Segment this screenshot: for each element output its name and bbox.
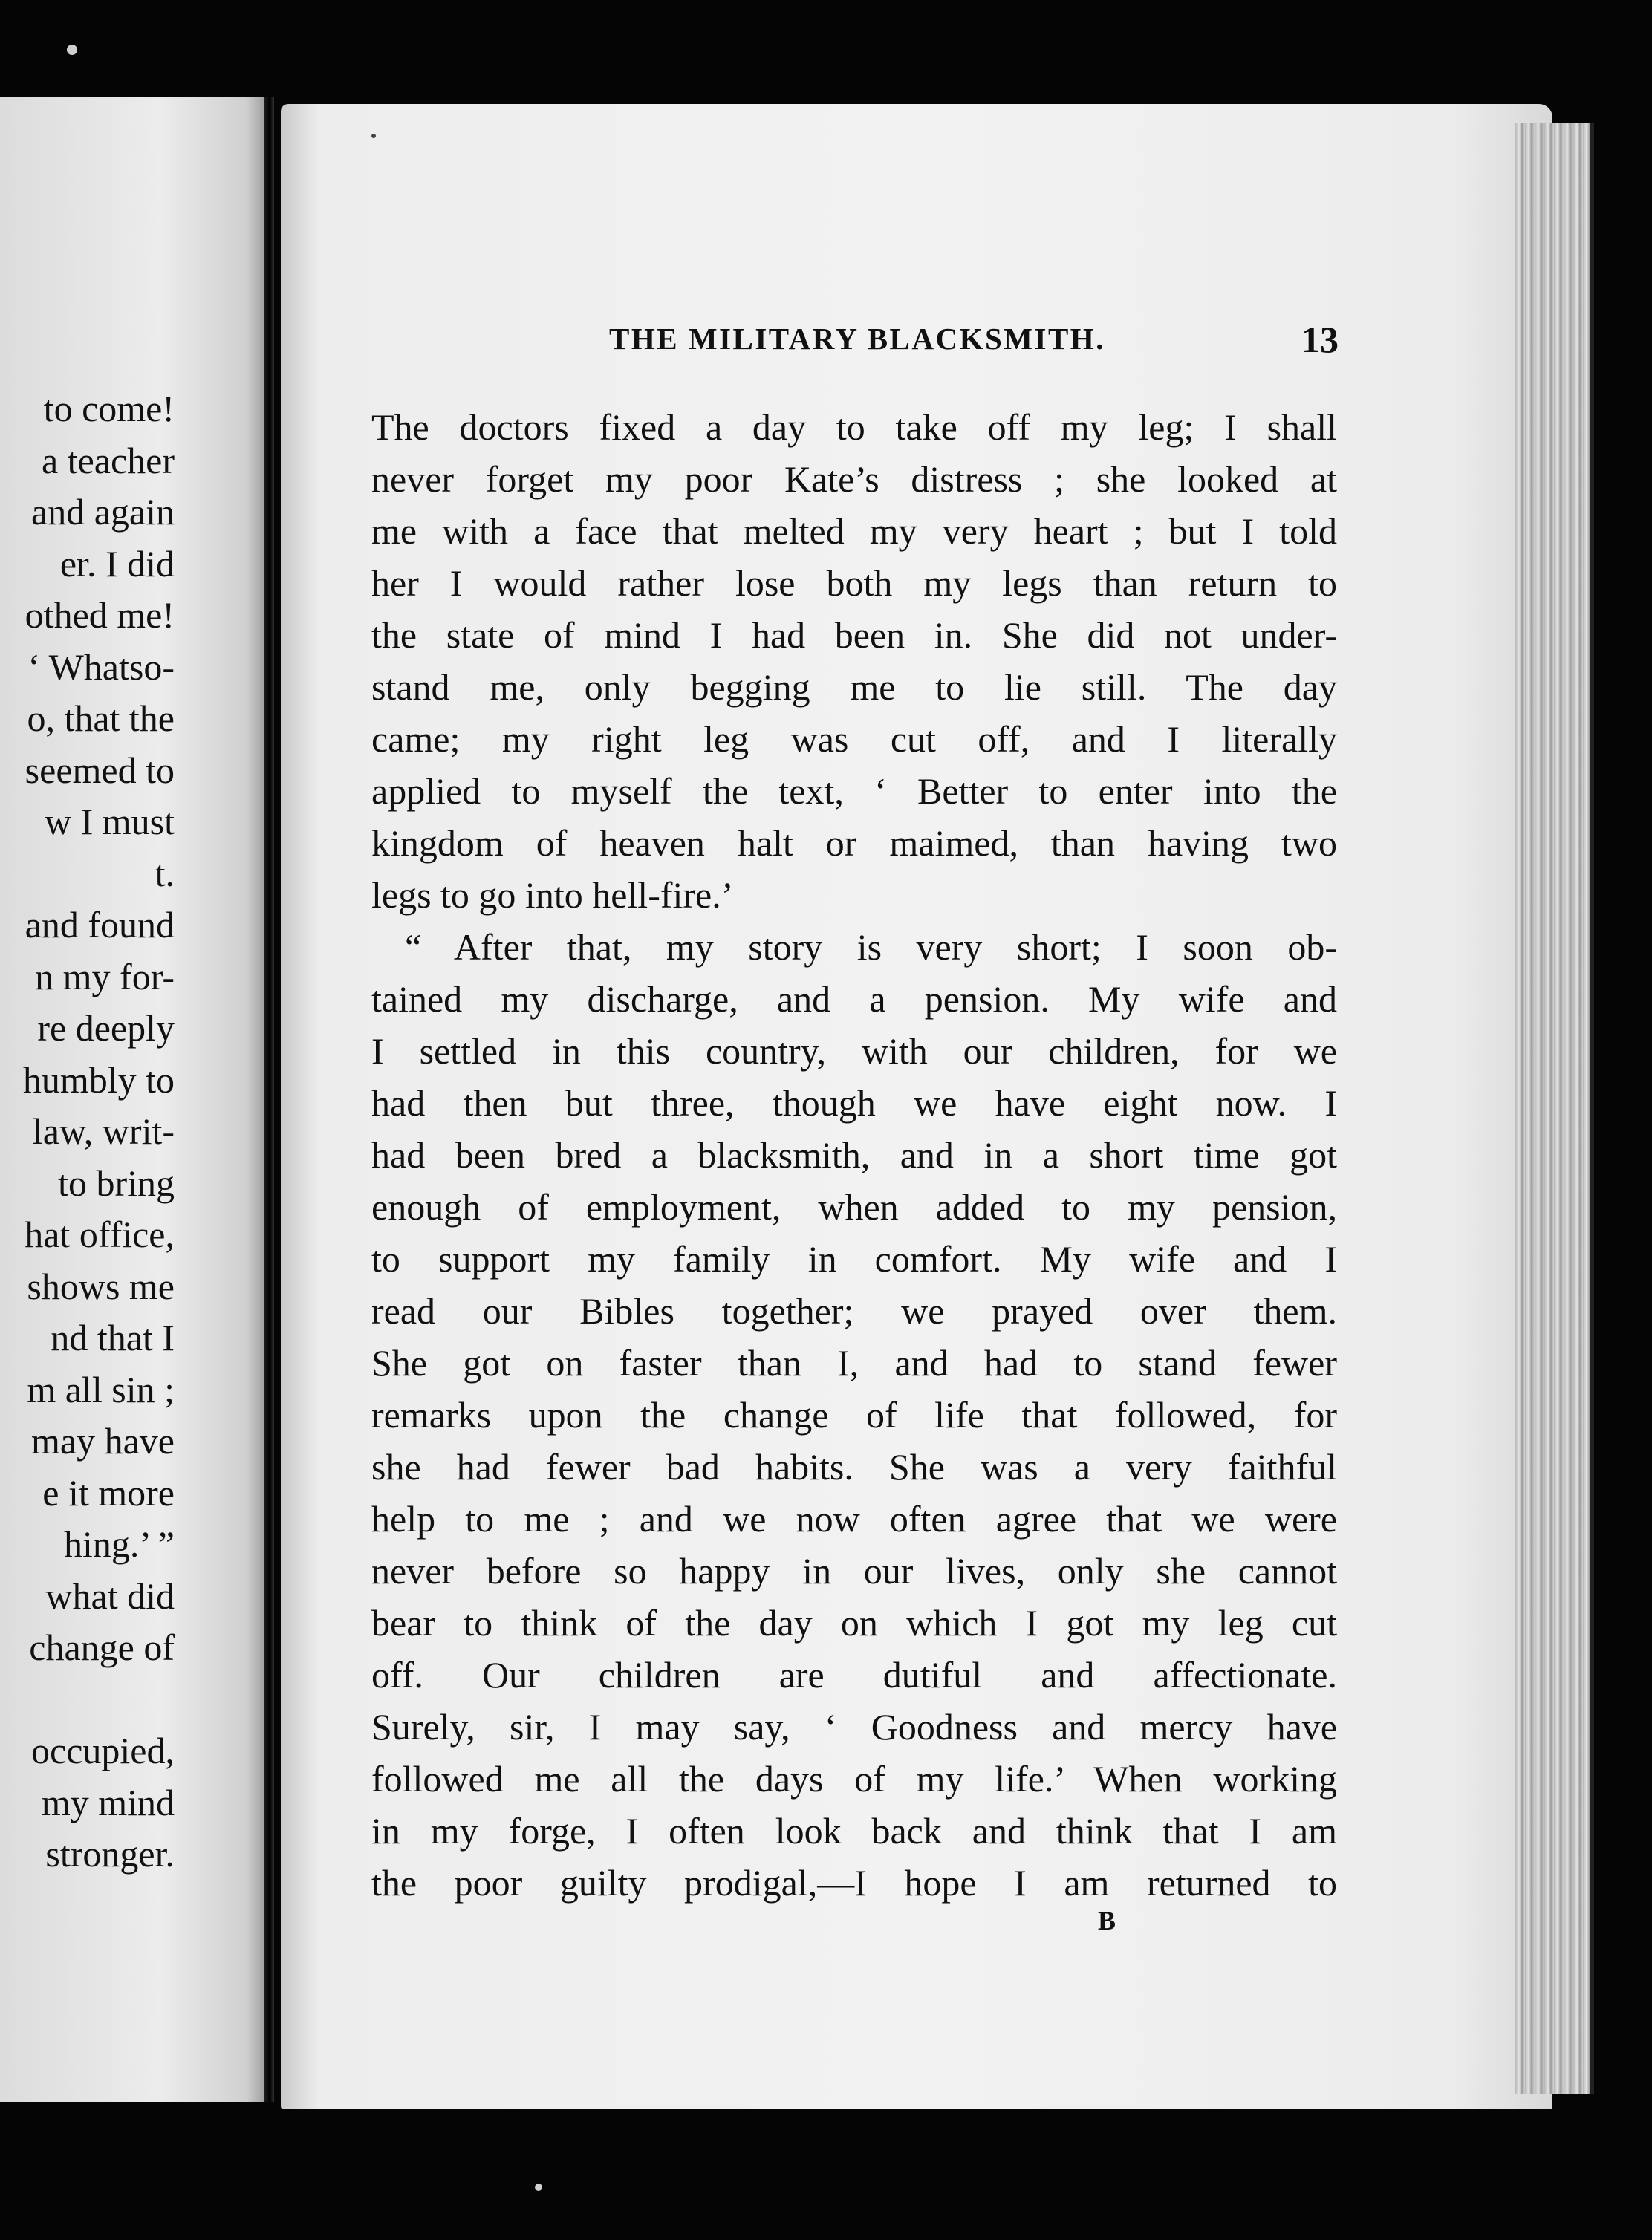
body-line: applied to myself the text, ‘ Better to enter into the: [371, 770, 1337, 812]
body-line: to support my family in comfort. My wife and I: [371, 1238, 1337, 1280]
body-line: had then but three, though we have eight now. I: [371, 1082, 1337, 1124]
left-page-line: change of: [29, 1627, 175, 1668]
body-line: followed me all the days of my life.’ When working: [371, 1758, 1337, 1800]
body-line: stand me, only begging me to lie still. The day: [371, 666, 1337, 708]
body-line: the poor guilty prodigal,—I hope I am returned to: [371, 1862, 1337, 1904]
signature-mark: B: [1098, 1906, 1116, 1935]
book-gutter: [264, 97, 274, 2102]
left-page-line: humbly to: [22, 1058, 175, 1101]
left-page-line: hing.’ ”: [63, 1523, 175, 1565]
body-line: help to me ; and we now often agree that we were: [371, 1498, 1337, 1540]
body-line: legs to go into hell-fire.’: [371, 874, 734, 916]
left-page-line: what did: [45, 1575, 175, 1617]
left-page-line: may have: [31, 1420, 175, 1462]
body-line: “ After that, my story is very short; I soon ob-: [405, 926, 1337, 968]
left-page-line: er. I did: [59, 542, 175, 585]
left-page-line: nd that I: [51, 1317, 175, 1358]
body-line: came; my right leg was cut off, and I literally: [371, 718, 1337, 760]
body-line: remarks upon the change of life that followed, for: [371, 1394, 1337, 1436]
dust-speck: [67, 45, 77, 55]
left-page-line: hat office,: [25, 1214, 175, 1255]
body-line: in my forge, I often look back and think that I am: [371, 1810, 1337, 1852]
page-number: 13: [1301, 319, 1339, 360]
body-line: kingdom of heaven halt or maimed, than having two: [371, 822, 1337, 864]
body-line: bear to think of the day on which I got my leg cut: [371, 1602, 1337, 1644]
left-page-line: n my for-: [35, 955, 175, 997]
left-page-line: and found: [25, 904, 175, 945]
page-edges: [1515, 123, 1594, 2094]
dust-speck: [371, 134, 376, 138]
left-page-line: othed me!: [25, 594, 175, 636]
left-page-line: and again: [31, 491, 175, 533]
body-line: the state of mind I had been in. She did not under-: [371, 614, 1337, 656]
left-page-line: re deeply: [37, 1007, 175, 1049]
body-line: tained my discharge, and a pension. My wife and: [371, 978, 1337, 1020]
left-page-line: a teacher: [41, 439, 175, 481]
body-line: She got on faster than I, and had to stand fewer: [371, 1342, 1337, 1384]
running-head: THE MILITARY BLACKSMITH.: [609, 322, 1105, 356]
left-page-line: w I must: [45, 801, 175, 842]
left-page-line: seemed to: [25, 749, 175, 791]
left-page-line: t.: [155, 852, 175, 894]
left-page-line: stronger.: [45, 1833, 175, 1875]
left-page-line: law, writ-: [32, 1110, 175, 1152]
body-line: her I would rather lose both my legs than return to: [371, 562, 1337, 604]
body-text: [371, 401, 1337, 1909]
body-line: off. Our children are dutiful and affectionate.: [371, 1654, 1337, 1696]
body-line: enough of employment, when added to my pension,: [371, 1186, 1337, 1228]
left-page-line: my mind: [41, 1781, 175, 1823]
body-line: me with a face that melted my very heart ; but I told: [371, 510, 1337, 552]
body-line: had been bred a blacksmith, and in a short time got: [371, 1134, 1337, 1176]
left-page-line: m all sin ;: [27, 1368, 175, 1410]
body-line: I settled in this country, with our children, for we: [371, 1030, 1337, 1072]
dust-speck: [535, 2184, 542, 2191]
left-page-line: ‘ Whatso-: [27, 645, 175, 688]
body-line: The doctors fixed a day to take off my leg; I shall: [371, 406, 1337, 448]
body-line: read our Bibles together; we prayed over them.: [371, 1290, 1337, 1332]
left-page-line: occupied,: [31, 1730, 175, 1771]
left-page-line: e it more: [42, 1471, 175, 1514]
body-line: she had fewer bad habits. She was a very faithful: [371, 1446, 1337, 1488]
body-line: Surely, sir, I may say, ‘ Goodness and mercy have: [371, 1706, 1337, 1748]
left-page-line: o, that the: [27, 697, 175, 739]
left-page-line: shows me: [27, 1265, 175, 1307]
body-line: never forget my poor Kate’s distress ; she looked at: [371, 458, 1337, 500]
left-page-line: to come!: [43, 388, 175, 429]
left-page-line: to bring: [58, 1162, 175, 1204]
body-line: never before so happy in our lives, only she cannot: [371, 1550, 1337, 1592]
